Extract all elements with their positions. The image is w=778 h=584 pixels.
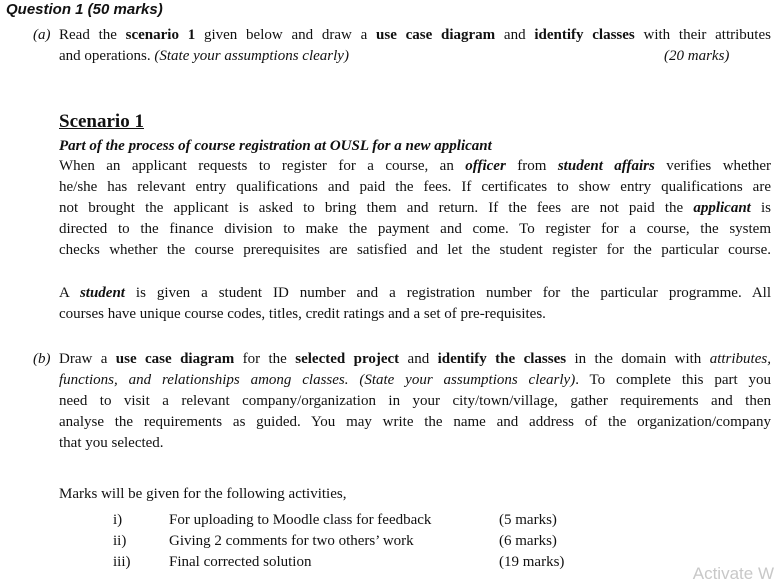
- activity-number: iii): [113, 554, 131, 570]
- scenario-para1-line5: checks whether the course prerequisites are satisfied and let the student register for the particular course.: [59, 242, 771, 258]
- scenario-title: Scenario 1: [59, 111, 144, 132]
- part-b-line3: need to visit a relevant company/organization in your city/town/village, gather requirements and then: [59, 393, 771, 409]
- scenario-para1-line1: When an applicant requests to register for a course, an officer from student affairs verifies whether: [59, 158, 772, 174]
- activation-watermark: Activate W: [692, 564, 774, 583]
- activity-marks: (5 marks): [499, 512, 557, 528]
- scenario-para1-line2: he/she has relevant entry qualifications and paid the fees. If certificates to show entry qualifications are: [59, 179, 771, 195]
- activity-marks: (6 marks): [499, 533, 557, 549]
- scenario-para1-line3: not brought the applicant is asked to bring them and return. If the fees are not paid the applicant is: [59, 200, 771, 216]
- activity-marks: (19 marks): [499, 554, 565, 570]
- part-a-line1: Read the scenario 1 given below and draw a use case diagram and identify classes with their attributes: [59, 27, 771, 43]
- scenario-para2-line2: courses have unique course codes, titles, credit ratings and a set of pre-requisites.: [59, 306, 546, 322]
- part-b-line4: analyse the requirements as guided. You may write the name and address of the organization/company: [59, 414, 771, 430]
- activity-text: For uploading to Moodle class for feedback: [169, 512, 432, 528]
- part-b-line1: Draw a use case diagram for the selected project and identify the classes in the domain with attributes,: [59, 351, 771, 367]
- part-a-label: (a): [33, 27, 51, 43]
- part-b-line5: that you selected.: [59, 435, 164, 451]
- part-b-label: (b): [33, 351, 51, 367]
- scenario-para1-line4: directed to the finance division to make the payment and come. To register for a course, the system: [59, 221, 771, 237]
- marks-intro: Marks will be given for the following activities,: [59, 486, 347, 502]
- question-title: Question 1 (50 marks): [6, 1, 163, 18]
- scenario-subtitle: Part of the process of course registration at OUSL for a new applicant: [59, 138, 492, 154]
- activity-number: ii): [113, 533, 127, 549]
- activity-number: i): [113, 512, 123, 528]
- activity-text: Giving 2 comments for two others’ work: [169, 533, 414, 549]
- part-a-marks: (20 marks): [664, 48, 730, 64]
- part-b-line2: functions, and relationships among classes. (State your assumptions clearly). To complete this part you: [59, 372, 772, 388]
- scenario-para2-line1: A student is given a student ID number and a registration number for the particular programme. All: [59, 285, 771, 301]
- activity-text: Final corrected solution: [169, 554, 312, 570]
- part-a-line2: and operations. (State your assumptions clearly): [59, 48, 349, 64]
